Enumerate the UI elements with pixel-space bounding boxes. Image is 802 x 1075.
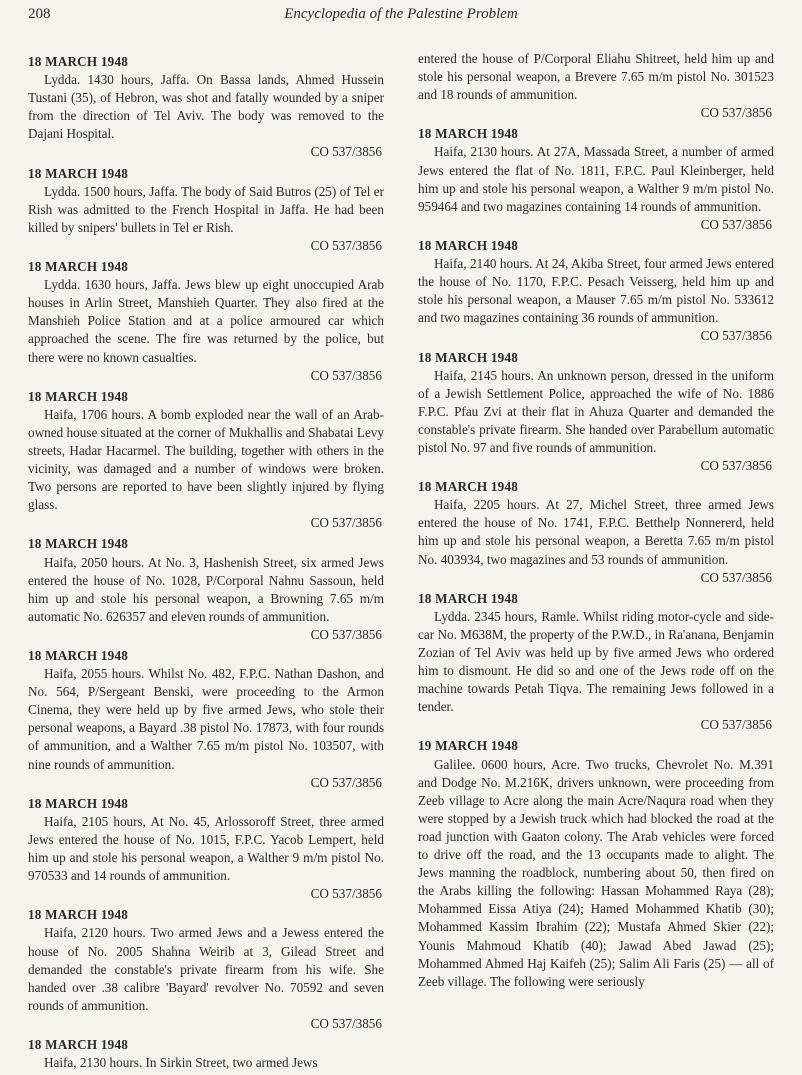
entry-date: 18 MARCH 1948 <box>28 648 129 663</box>
entry-text: Haifa, 2105 hours, At No. 45, Arlossoroff Street, three armed Jews entered the house of No. 1015, F.P.C. Yacob Lempert, held him up and stole his personal weapon, a Walther 9 m/m pistol No. 970533 and 14 rounds of ammunition. <box>28 813 384 884</box>
entry-reference: CO 537/3856 <box>310 237 382 253</box>
entry-reference: CO 537/3856 <box>310 1015 382 1031</box>
entry-date: 18 MARCH 1948 <box>28 536 129 552</box>
entry-reference: CO 537/3856 <box>700 458 772 474</box>
entry-reference: CO 537/3856 <box>310 626 382 642</box>
entry-date: 18 MARCH 1948 <box>418 590 519 606</box>
log-entry <box>418 349 774 476</box>
entry-text: Haifa, 1706 hours. A bomb exploded near the wall of an Arab-owned house situated at the corner of Mukhallis and Shabatai Levy streets, Hadar Hacarmel. The building, together with others in the vicinity, was damaged and a number of windows were broken. Two persons are reported to have been slightly injured by flying glass. <box>28 406 384 513</box>
entry-date: 19 MARCH 1948 <box>418 738 519 754</box>
entry-text: Haifa, 2205 hours. At 27, Michel Street, three armed Jews entered the house of No. 1741, F.P.C. Betthelp Nonnererd, held him up and stole his personal weapon, a Beretta 7.65 m/m pistol No. 403934, two magazines and 53 rounds of ammunition. <box>418 497 774 567</box>
log-entry <box>28 258 384 385</box>
entry-date: 18 MARCH 1948 <box>28 907 129 923</box>
log-entry <box>418 590 774 735</box>
log-entry <box>418 478 774 587</box>
entry-text: Haifa, 2130 hours. At 27A, Massada Street, a number of armed Jews entered the flat of No. 1811, F.P.C. Paul Kleinberger, held him up and stole his personal weapon, a Walther 9 m/m pistol No. 959464 and two magazines containing 14 rounds of ammunition. <box>418 144 774 214</box>
log-entry <box>418 125 774 234</box>
entry-text: Haifa, 2055 hours. Whilst No. 482, F.P.C. Nathan Dashon, and No. 564, P/Sergeant Benski, were proceeding to the Armon Cinema, they were held up by five armed Jews, who stole their personal weapons, a Bayard .38 pistol No. 17873, with four rounds of ammunition, and a Walther 7.65 m/m pistol No. 103507, with nine rounds of ammunition. <box>28 666 384 772</box>
entry-reference: CO 537/3856 <box>310 515 382 531</box>
entry-reference: CO 537/3856 <box>310 367 382 383</box>
log-entry <box>418 237 774 346</box>
log-entry <box>28 906 384 1033</box>
log-entry <box>28 1036 384 1072</box>
left-column <box>28 50 384 1075</box>
entry-reference: CO 537/3856 <box>700 717 772 733</box>
log-entry <box>28 647 384 792</box>
entry-text: Haifa, 2130 hours. In Sirkin Street, two armed Jews <box>44 1055 318 1071</box>
page-header <box>28 6 774 26</box>
entry-date: 18 MARCH 1948 <box>418 479 519 495</box>
entry-date: 18 MARCH 1948 <box>28 54 129 69</box>
entry-reference: CO 537/3856 <box>310 774 382 790</box>
log-entry <box>28 53 384 162</box>
entry-date: 18 MARCH 1948 <box>28 259 129 275</box>
entry-text: Lydda. 2345 hours, Ramle. Whilst riding motor-cycle and side-car No. M638M, the property of the P.W.D., in Ra'anana, Benjamin Zozian of Tel Aviv was held up by five armed Jews who ordered him to dismount. He did so and one of the Jews rode off on the machine towards Petah Tiqva. The remaining Jews followed in a tender. <box>418 608 774 715</box>
log-entry <box>418 50 774 122</box>
entry-date: 18 MARCH 1948 <box>418 237 519 253</box>
page-number: 208 <box>28 6 51 22</box>
entry-date: 18 MARCH 1948 <box>28 795 129 811</box>
log-entry <box>28 165 384 255</box>
entry-text: Haifa, 2140 hours. At 24, Akiba Street, four armed Jews entered the house of No. 1170, F.P.C. Pesach Veisserg, held him up and stole his personal weapon, a Mauser 7.65 m/m pistol No. 533612 and two magazines containing 36 rounds of ammunition. <box>418 256 774 326</box>
running-title: Encyclopedia of the Palestine Problem <box>284 6 518 22</box>
entry-text: Lydda. 1630 hours, Jaffa. Jews blew up eight unoccupied Arab houses in Arlin Street, Manshieh Quarter. They also fired at the Manshieh Police Station and at a police armoured car which approached the scene. The fire was returned by the police, but there were no known casualties. <box>28 277 384 365</box>
entry-text: entered the house of P/Corporal Eliahu Shitreet, held him up and stole his personal weapon, a Brevere 7.65 m/m pistol No. 301523 and 18 rounds of ammunition. <box>418 51 774 103</box>
right-column <box>418 50 774 994</box>
entry-reference: CO 537/3856 <box>700 105 772 121</box>
entry-date: 18 MARCH 1948 <box>28 388 129 404</box>
entry-reference: CO 537/3856 <box>700 216 772 232</box>
entry-date: 18 MARCH 1948 <box>28 1036 129 1052</box>
entry-reference: CO 537/3856 <box>700 569 772 585</box>
entry-text: Lydda. 1430 hours, Jaffa. On Bassa lands, Ahmed Hussein Tustani (35), of Hebron, was shot and fatally wounded by a sniper from the direction of Tel Aviv. The body was removed to the Dajani Hospital. <box>28 72 384 142</box>
entry-reference: CO 537/3856 <box>310 144 382 160</box>
entry-text: Haifa, 2145 hours. An unknown person, dressed in the uniform of a Jewish Settlement Police, approached the wife of No. 1886 F.P.C. Pfau Zvi at their flat in Ahuza Quarter and demanded the constable's private firearm. She handed over Parabellum automatic pistol No. 97 and five rounds of ammunition. <box>418 367 774 455</box>
log-entry <box>418 737 774 990</box>
entry-date: 18 MARCH 1948 <box>418 126 519 142</box>
entry-reference: CO 537/3856 <box>700 328 772 344</box>
entry-date: 18 MARCH 1948 <box>418 349 519 365</box>
log-entry <box>28 535 384 644</box>
log-entry <box>28 388 384 533</box>
entry-reference: CO 537/3856 <box>310 886 382 902</box>
log-entry <box>28 795 384 904</box>
entry-text: Haifa, 2120 hours. Two armed Jews and a Jewess entered the house of No. 2005 Shahna Weirib at 3, Gilead Street and demanded the constable's private firearm from his wife. She handed over .38 calibre 'Bayard' revolver No. 70592 and seven rounds of ammunition. <box>28 925 384 1013</box>
entry-text: Lydda. 1500 hours, Jaffa. The body of Said Butros (25) of Tel er Rish was admitted to the French Hospital in Jaffa. He had been killed by snipers' bullets in Tel er Rish. <box>28 183 384 235</box>
entry-text: Haifa, 2050 hours. At No. 3, Hashenish Street, six armed Jews entered the house of No. 1028, P/Corporal Nahnu Sassoun, held him up and stole his personal weapon, a Browning 7.65 m/m automatic No. 626357 and eleven rounds of ammunition. <box>28 554 384 624</box>
entry-text: Galilee. 0600 hours, Acre. Two trucks, Chevrolet No. M.391 and Dodge No. M.216K, drivers unknown, were proceeding from Zeeb village to Acre along the main Acre/Naqura road when they were stopped by a Jewish truck which had blocked the road at the road junction with Gaaton colony. The Arab vehicles were forced to drive off the road, and the 13 occupants made to alight. The Jews manning the roadblock, numbering about 50, then fired on the Arabs killing the following: Hassan Mohammed Raya (28); Mohammed Eissa Atiya (24); Hamed Mohammed Khatib (30); Mohammed Kassim Ibrahim (22); Mustafa Ahmed Skier (22); Younis Mahmoud Khatib (40); Jawad Abed Jawad (25); Mohammed Ahmed Haj Kaifeh (25); Salim Ali Faris (25) — all of Zeeb village. The following were seriously <box>418 756 774 989</box>
entry-date: 18 MARCH 1948 <box>28 165 129 181</box>
